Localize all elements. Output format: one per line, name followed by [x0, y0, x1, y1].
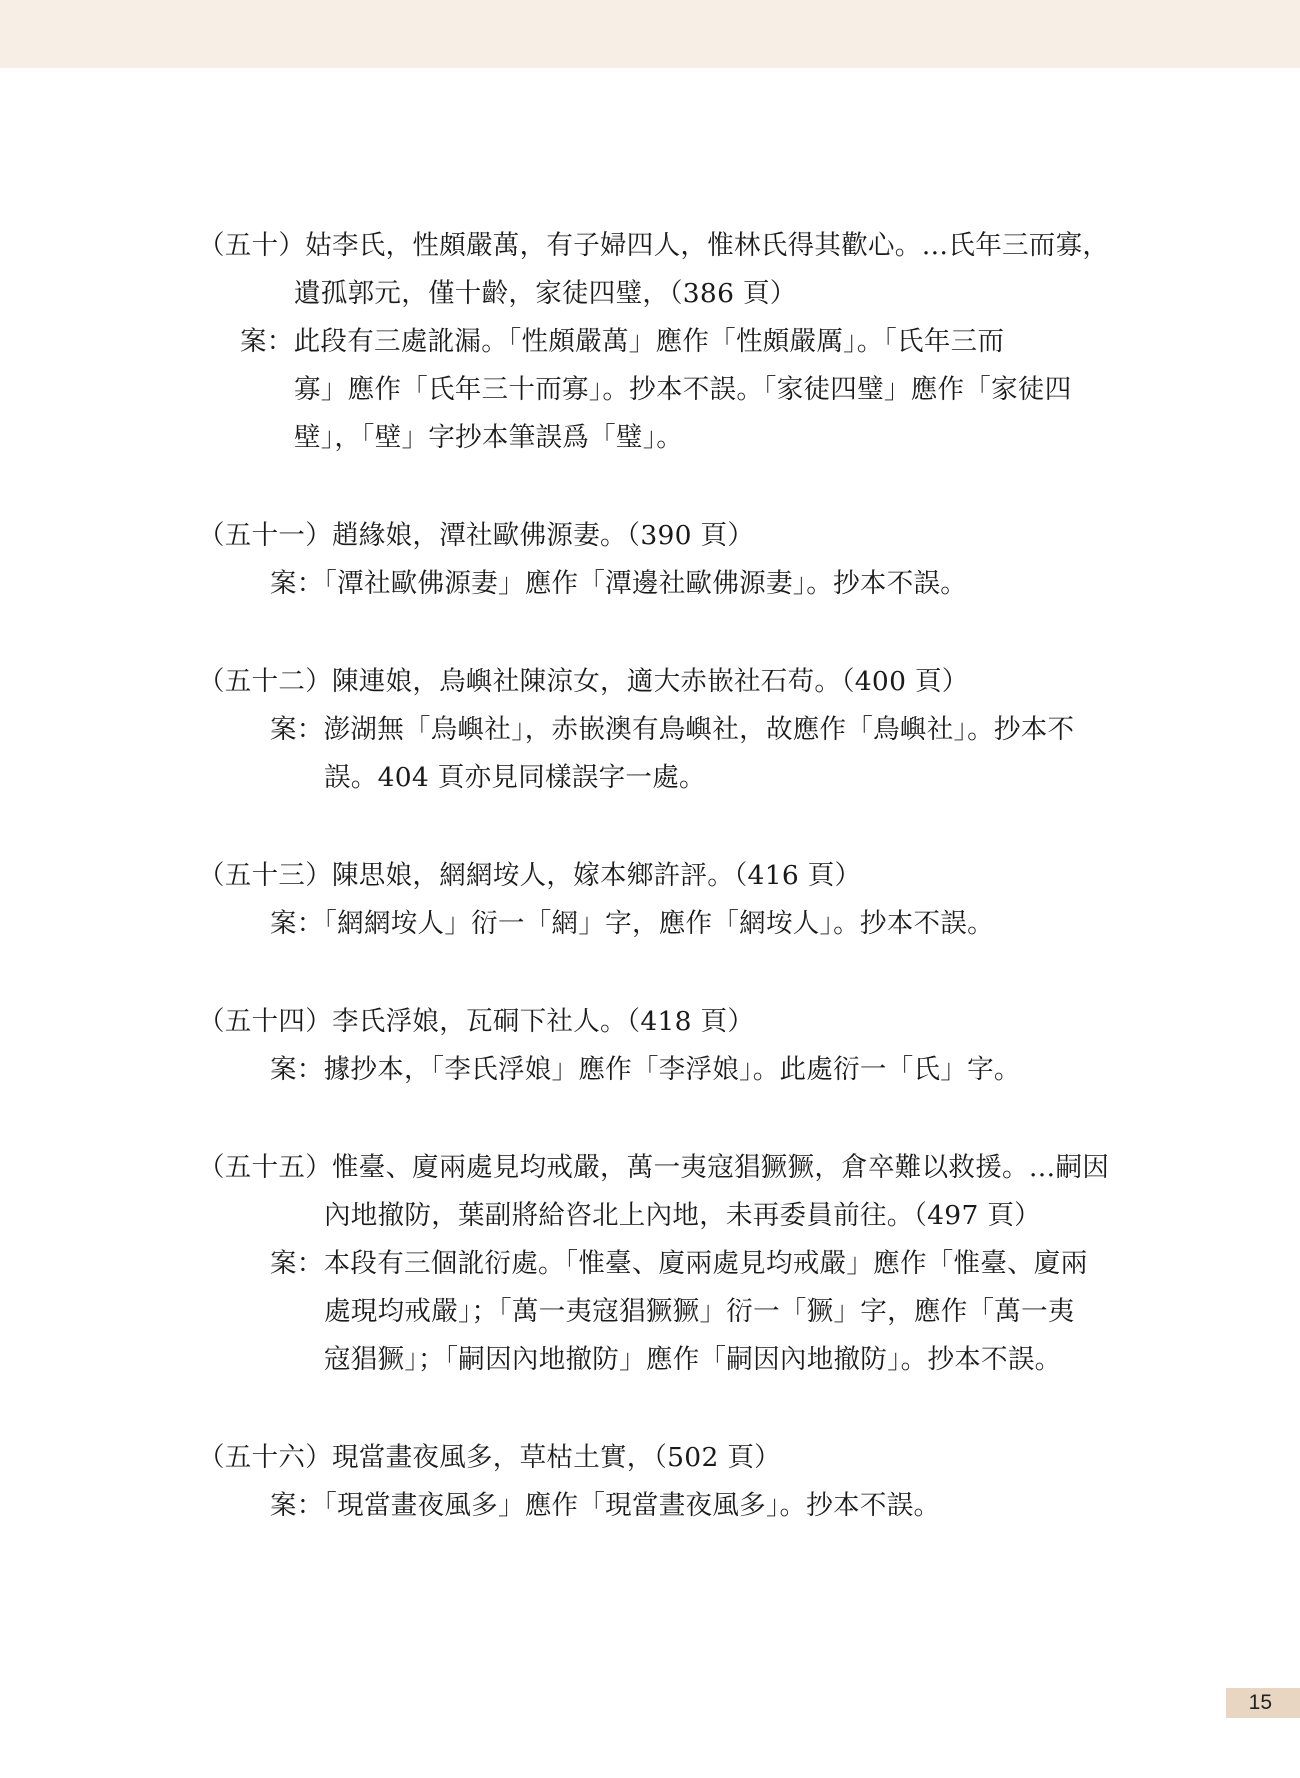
- quote-line: （五十三）陳思娘，網網垵人，嫁本鄉許評。（416 頁）: [198, 860, 862, 891]
- note-line: 處現均戒嚴」；「萬一夷寇猖獗獗」衍一「獗」字，應作「萬一夷: [324, 1296, 1075, 1327]
- quote-line: （五十五）惟臺、廈兩處見均戒嚴，萬一夷寇猖獗獗，倉卒難以救援。…嗣因: [198, 1152, 1110, 1183]
- entry-53: [198, 852, 1113, 948]
- note-line: 案：「現當畫夜風多」應作「現當晝夜風多」。抄本不誤。: [270, 1490, 941, 1521]
- top-header-band: [0, 0, 1300, 68]
- note-line: 誤。404 頁亦見同樣誤字一處。: [324, 762, 706, 793]
- annotation-list: [198, 222, 1113, 1580]
- quote-line: （五十四）李氏浮娘，瓦硐下社人。（418 頁）: [198, 1006, 755, 1037]
- entry-50: [198, 222, 1113, 462]
- note-line: 寡」應作「氏年三十而寡」。抄本不誤。「家徒四璧」應作「家徒四: [294, 374, 1072, 405]
- note-line: 案：「潭社歐佛源妻」應作「潭邊社歐佛源妻」。抄本不誤。: [270, 568, 968, 599]
- entry-51: [198, 512, 1113, 608]
- quote-line: （五十六）現當畫夜風多，草枯土實，（502 頁）: [198, 1442, 781, 1473]
- quote-line: （五十二）陳連娘，烏嶼社陳涼女，適大赤嵌社石苟。（400 頁）: [198, 666, 969, 697]
- note-line: 案：澎湖無「烏嶼社」，赤嵌澳有鳥嶼社，故應作「鳥嶼社」。抄本不: [270, 714, 1075, 745]
- note-line: 壁」，「壁」字抄本筆誤爲「璧」。: [294, 422, 684, 453]
- entry-52: [198, 658, 1113, 802]
- entry-55: [198, 1144, 1113, 1384]
- quote-line: （五十）姑李氏，性頗嚴萬，有子婦四人，惟林氏得其歡心。…氏年三而寡，: [198, 230, 1110, 261]
- note-line: 案：本段有三個訛衍處。「惟臺、廈兩處見均戒嚴」應作「惟臺、廈兩: [270, 1248, 1088, 1279]
- quote-line: （五十一）趙緣娘，潭社歐佛源妻。（390 頁）: [198, 520, 755, 551]
- quote-line: 內地撤防，葉副將給咨北上內地，未再委員前往。（497 頁）: [324, 1200, 1041, 1231]
- note-line: 寇猖獗」；「嗣因內地撤防」應作「嗣因內地撤防」。抄本不誤。: [324, 1344, 1062, 1375]
- note-line: 案：據抄本，「李氏浮娘」應作「李浮娘」。此處衍一「氏」字。: [270, 1054, 1021, 1085]
- note-line: 案：此段有三處訛漏。「性頗嚴萬」應作「性頗嚴厲」。「氏年三而: [240, 326, 1005, 357]
- note-line: 案：「網網垵人」衍一「網」字，應作「網垵人」。抄本不誤。: [270, 908, 994, 939]
- entry-54: [198, 998, 1113, 1094]
- quote-line: 遺孤郭元，僅十齡，家徒四璧，（386 頁）: [294, 278, 797, 309]
- entry-56: [198, 1434, 1113, 1530]
- page-number: 15: [1248, 1691, 1272, 1714]
